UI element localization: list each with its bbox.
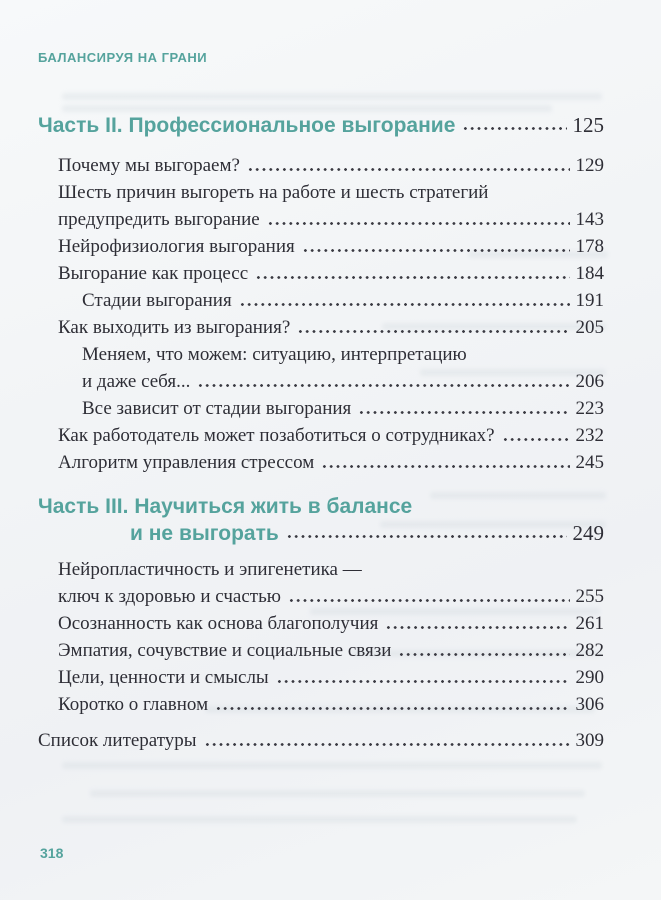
dot-leader	[215, 691, 569, 718]
toc-entry	[38, 112, 604, 139]
toc-page-number: 245	[575, 452, 604, 473]
toc-entry-label: Все зависит от стадии выгорания	[82, 398, 352, 419]
toc-entry-label: и не выгорать	[130, 522, 279, 545]
dot-leader	[247, 152, 570, 179]
toc-entry	[38, 664, 604, 691]
toc-page-number: 191	[575, 290, 604, 311]
page-content	[38, 50, 604, 754]
toc-entry-label: Цели, ценности и смыслы	[58, 667, 269, 688]
toc-entry	[38, 610, 604, 637]
toc-entry-row	[58, 583, 604, 610]
bleed-through-artifact	[62, 816, 577, 823]
dot-leader	[276, 664, 570, 691]
toc-entry-line: Шесть причин выгореть на работе и шесть стратегий	[58, 182, 489, 203]
toc-entry-row	[58, 449, 604, 476]
toc-entry	[38, 341, 604, 395]
toc-entry-row	[58, 610, 604, 637]
dot-leader	[288, 583, 570, 610]
toc-entry-row	[82, 395, 604, 422]
dot-leader	[462, 112, 566, 139]
toc-entry-label: Осознанность как основа благополучия	[58, 613, 379, 634]
toc-entry-label: Почему мы выгораем?	[58, 155, 240, 176]
toc-entry	[38, 637, 604, 664]
toc-entry-label: Коротко о главном	[58, 694, 209, 715]
toc-page-number: 206	[575, 371, 604, 392]
dot-leader	[297, 314, 569, 341]
dot-leader	[302, 233, 570, 260]
toc-entry	[38, 233, 604, 260]
table-of-contents	[38, 112, 604, 754]
toc-entry-row	[58, 422, 604, 449]
toc-entry	[38, 449, 604, 476]
toc-entry-row	[58, 260, 604, 287]
toc-entry-label: ключ к здоровью и счастью	[58, 586, 281, 607]
toc-page-number: 125	[572, 113, 604, 137]
toc-entry-row	[58, 664, 604, 691]
toc-page-number: 143	[575, 209, 604, 230]
toc-entry-label: Список литературы	[38, 730, 197, 751]
toc-page-number: 290	[575, 667, 604, 688]
toc-page-number: 184	[575, 263, 604, 284]
toc-entry-row	[58, 233, 604, 260]
toc-entry-label: Часть II. Профессиональное выгорание	[38, 114, 456, 137]
dot-leader	[239, 287, 570, 314]
toc-page-number: 178	[575, 236, 604, 257]
toc-page-number: 249	[572, 521, 604, 545]
toc-entry-row	[38, 112, 604, 139]
toc-page-number: 232	[575, 425, 604, 446]
toc-entry-label: и даже себя...	[82, 371, 191, 392]
dot-leader	[385, 610, 569, 637]
toc-entry	[38, 287, 604, 314]
toc-entry-label: Выгорание как процесс	[58, 263, 249, 284]
toc-entry	[38, 727, 604, 754]
toc-page-number: 223	[575, 398, 604, 419]
toc-entry	[38, 152, 604, 179]
toc-entry	[38, 493, 604, 547]
dot-leader	[286, 520, 567, 547]
toc-entry	[38, 314, 604, 341]
toc-page-number: 205	[575, 317, 604, 338]
toc-entry-line: Часть III. Научиться жить в балансе	[38, 495, 413, 518]
toc-entry-row	[58, 152, 604, 179]
toc-page-number: 261	[575, 613, 604, 634]
toc-page-number: 129	[575, 155, 604, 176]
toc-entry-line: Нейропластичность и эпигенетика —	[58, 559, 362, 580]
dot-leader	[398, 637, 569, 664]
toc-entry-label: Как выходить из выгорания?	[58, 317, 291, 338]
toc-page-number: 255	[575, 586, 604, 607]
toc-entry	[38, 691, 604, 718]
toc-entry	[38, 260, 604, 287]
dot-leader	[204, 727, 570, 754]
toc-entry-row	[38, 520, 604, 547]
toc-entry	[38, 395, 604, 422]
toc-entry-row	[82, 287, 604, 314]
toc-page-number: 306	[575, 694, 604, 715]
toc-entry-row	[58, 637, 604, 664]
dot-leader	[255, 260, 569, 287]
bleed-through-artifact	[62, 762, 602, 769]
dot-leader	[267, 206, 570, 233]
toc-entry	[38, 422, 604, 449]
running-header: БАЛАНСИРУЯ НА ГРАНИ	[38, 50, 208, 65]
dot-leader	[321, 449, 569, 476]
toc-entry-row	[38, 727, 604, 754]
toc-entry-row	[82, 368, 604, 395]
toc-entry-label: предупредить выгорание	[58, 209, 260, 230]
toc-entry-line: Меняем, что можем: ситуацию, интерпретацию	[82, 344, 467, 365]
dot-leader	[197, 368, 569, 395]
toc-entry-row	[58, 206, 604, 233]
toc-entry-label: Нейрофизиология выгорания	[58, 236, 295, 257]
dot-leader	[502, 422, 570, 449]
toc-page-number: 282	[575, 640, 604, 661]
toc-entry-label: Стадии выгорания	[82, 290, 232, 311]
toc-entry-row	[58, 691, 604, 718]
toc-entry	[38, 179, 604, 233]
dot-leader	[358, 395, 569, 422]
bleed-through-artifact	[90, 790, 585, 797]
toc-entry-row	[58, 314, 604, 341]
toc-entry-label: Алгоритм управления стрессом	[58, 452, 315, 473]
toc-page-number: 309	[575, 730, 604, 751]
toc-entry-label: Как работодатель может позаботиться о сотрудниках?	[58, 425, 495, 446]
toc-entry	[38, 556, 604, 610]
footer-page-number: 318	[40, 845, 64, 861]
toc-entry-label: Эмпатия, сочувствие и социальные связи	[58, 640, 392, 661]
